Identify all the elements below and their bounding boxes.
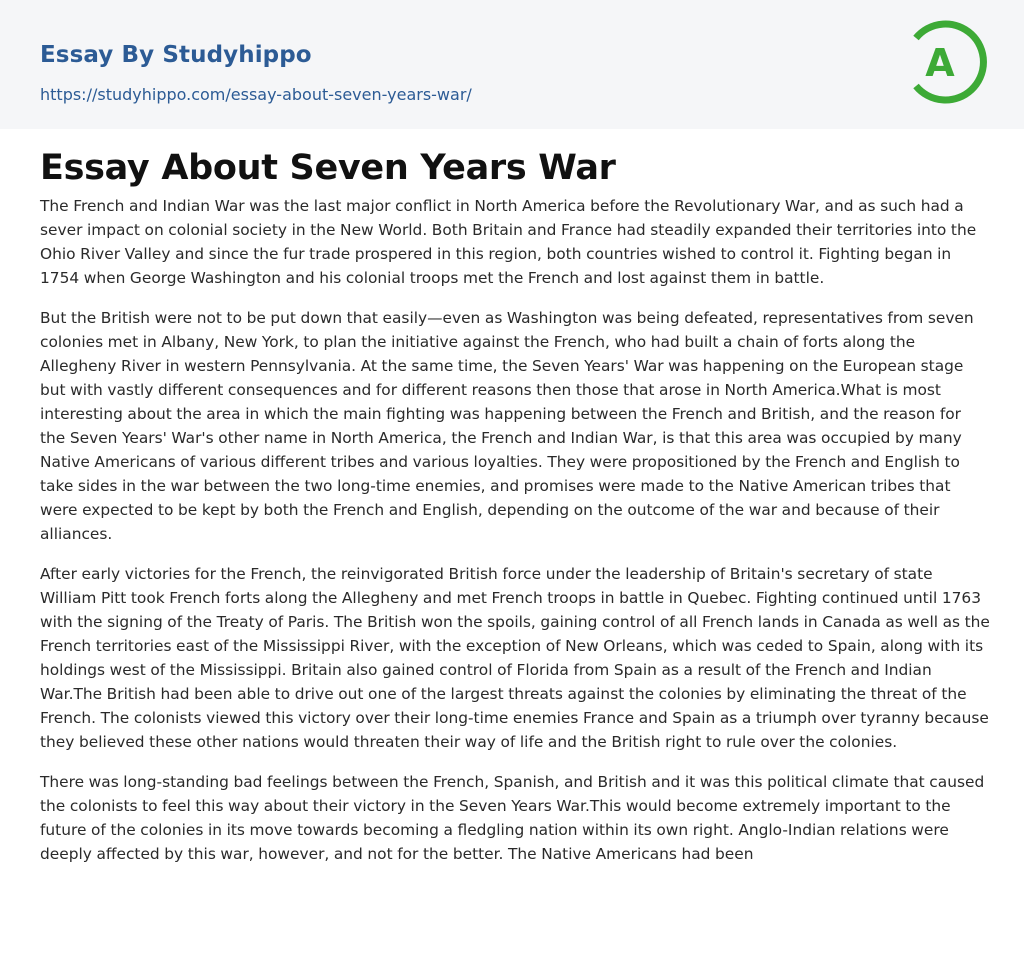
studyhippo-logo-icon[interactable] — [910, 18, 988, 106]
article-paragraph: The French and Indian War was the last major conflict in North America before the Revolutionary War, and as such had a sever impact on colonial society in the New World. Both Britain and France had steadily expanded their territories into the Ohio River Valley and since the fur trade prospered in this region, both countries wished to control it. Fighting began in 1754 when George Washington and his colonial troops met the French and lost against them in battle. — [40, 197, 977, 287]
page-title: Essay About Seven Years War — [40, 148, 616, 188]
article-body — [40, 145, 990, 882]
article-paragraph: There was long-standing bad feelings between the French, Spanish, and British and it was this political climate that caused the colonists to feel this way about their victory in the Seven Years War.This would become extremely important to the future of the colonies in its move towards becoming a fledgling nation within its own right. Anglo-Indian relations were deeply affected by this war, however, and not for the better. The Native Americans had been — [40, 773, 985, 863]
site-brand[interactable]: Essay By Studyhippo — [40, 42, 312, 68]
article-paragraph: After early victories for the French, the reinvigorated British force under the leadership of Britain's secretary of state William Pitt took French forts along the Allegheny and met French troops in battle in Quebec. Fighting continued until 1763 with the signing of the Treaty of Paris. The British won the spoils, gaining control of all French lands in Canada as well as the French territories east of the Mississippi River, with the exception of New Orleans, which was ceded to Spain, along with its holdings west of the Mississippi. Britain also gained control of Florida from Spain as a result of the French and Indian War.The British had been able to drive out one of the largest threats against the colonies by eliminating the threat of the French. The colonists viewed this victory over their long-time enemies France and Spain as a triumph over tyranny because they believed these other nations would threaten their way of life and the British right to rule over the colonies. — [40, 565, 990, 751]
svg-text:A: A — [925, 41, 955, 85]
article-paragraph: But the British were not to be put down that easily—even as Washington was being defeated, representatives from seven colonies met in Albany, New York, to plan the initiative against the French, who had built a chain of forts along the Allegheny River in western Pennsylvania. At the same time, the Seven Years' War was happening on the European stage but with vastly different consequences and for different reasons then those that arose in North America.What is most interesting about the area in which the main fighting was happening between the French and British, and the reason for the Seven Years' War's other name in North America, the French and Indian War, is that this area was occupied by many Native Americans of various different tribes and various loyalties. They were propositioned by the French and English to take sides in the war between the two long-time enemies, and promises were made to the Native American tribes that were expected to be kept by both the French and English, depending on the outcome of the war and because of their alliances. — [40, 309, 974, 543]
site-header — [0, 0, 1024, 129]
page-url-link[interactable]: https://studyhippo.com/essay-about-seven-years-war/ — [40, 85, 472, 104]
